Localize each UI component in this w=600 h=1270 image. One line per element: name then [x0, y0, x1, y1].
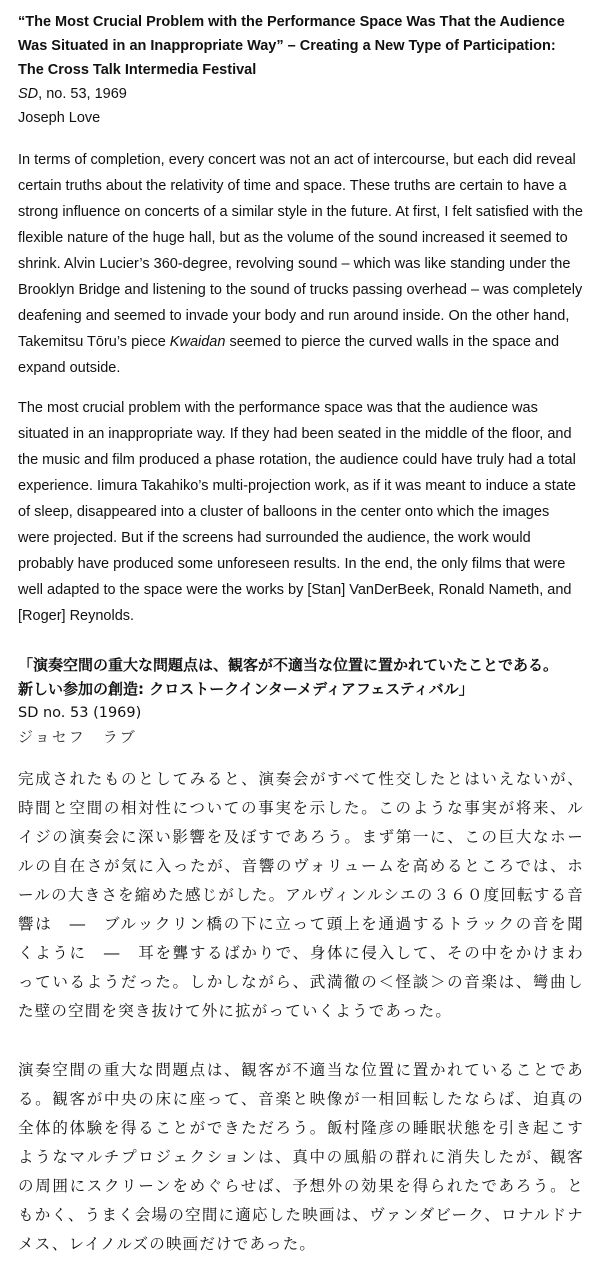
english-paragraph-1 [18, 147, 584, 381]
japanese-paragraph-1: 完成されたものとしてみると、演奏会がすべて性交したとはいえないが、時間と空間の相対性についての事実を示した。このような事実が将来、ルイジの演奏会に深い影響を及ぼすであろう。まず第一に、この巨大なホールの自在さが気に入ったが、音響のヴォリュームを高めるところでは、ホールの大きさを縮めた感じがした。アルヴィンルシエの３６０度回転する音響は ― ブルックリン橋の下に立って頭上を通過するトラックの音を聞くように ― 耳を聾するばかりで、身体に侵入して、その中をかけまわっているようだった。しかしながら、武満徹の＜怪談＞の音楽は、彎曲した壁の空間を突き抜けて外に拡がっていくようであった。 [18, 770, 584, 1020]
english-paragraph-1-text-a: In terms of completion, every concert was not an act of intercourse, but each did reveal certain truths about the relativity of time and space. These truths are certain to have a strong influence on concerts of a similar style in the future. At first, I felt satisfied with the flexible nature of the huge hall, but as the volume of the sound increased it seemed to shrink. Alvin Lucier’s 360-degree, revolving sound – which was like standing under the Brooklyn Bridge and listening to the sound of trucks passing overhead – was completely deafening and seemed to invade your body and run around inside. On the other hand, Takemitsu Tōru’s piece [18, 152, 583, 350]
japanese-author: ジョセフ ラブ [18, 728, 137, 746]
japanese-title-line-1: 「演奏空間の重大な問題点は、観客が不適当な位置に置かれていたことである。 [18, 656, 559, 674]
english-paragraph-1-work-title: Kwaidan [169, 334, 226, 350]
article [18, 10, 584, 1259]
english-title: “The Most Crucial Problem with the Performance Space Was That the Audience Was Situated in an Inappropriate Way” – Creating a New Type of Participation: The Cross Talk Intermedia Festival [18, 14, 565, 78]
english-header [18, 10, 584, 130]
english-source [18, 82, 584, 106]
english-author: Joseph Love [18, 110, 101, 126]
japanese-header [18, 653, 584, 749]
japanese-source: SD no. 53 (1969) [18, 705, 142, 721]
english-paragraph-2: The most crucial problem with the performance space was that the audience was situated in an inappropriate way. If they had been seated in the middle of the floor, and the music and film produced a phase rotation, the audience could have truly had a total experience. Iimura Takahiko’s multi-projection work, as if it was meant to induce a state of sleep, disappeared into a cluster of balloons in the center onto which the images were projected. But if the screens had surrounded the audience, the work would probably have produced some unforeseen results. In the end, the only films that were well adapted to the space were the works by [Stan] VanDerBeek, Ronald Nameth, and [Roger] Reynolds. [18, 400, 576, 624]
english-source-issue: , no. 53, 1969 [38, 86, 127, 102]
english-source-journal: SD [18, 86, 39, 102]
english-paragraph-1-text-b: seemed to pierce the curved walls in the space and expand outside. [18, 334, 560, 376]
japanese-paragraph-2: 演奏空間の重大な問題点は、観客が不適当な位置に置かれていることである。観客が中央の床に座って、音楽と映像が一相回転したならば、迫真の全体的体験を得ることができただろう。飯村隆彦の睡眠状態を引き起こすようなマルチプロジェクションは、真中の風船の群れに消失したが、観客の周囲にスクリーンをめぐらせば、予想外の効果を得られたであろう。ともかく、うまく会場の空間に適応した映画は、ヴァンダビーク、ロナルドナメス、レイノルズの映画だけであった。 [18, 1061, 584, 1253]
japanese-title-line-2: 新しい参加の創造: クロストークインターメディアフェスティバル」 [18, 680, 474, 698]
